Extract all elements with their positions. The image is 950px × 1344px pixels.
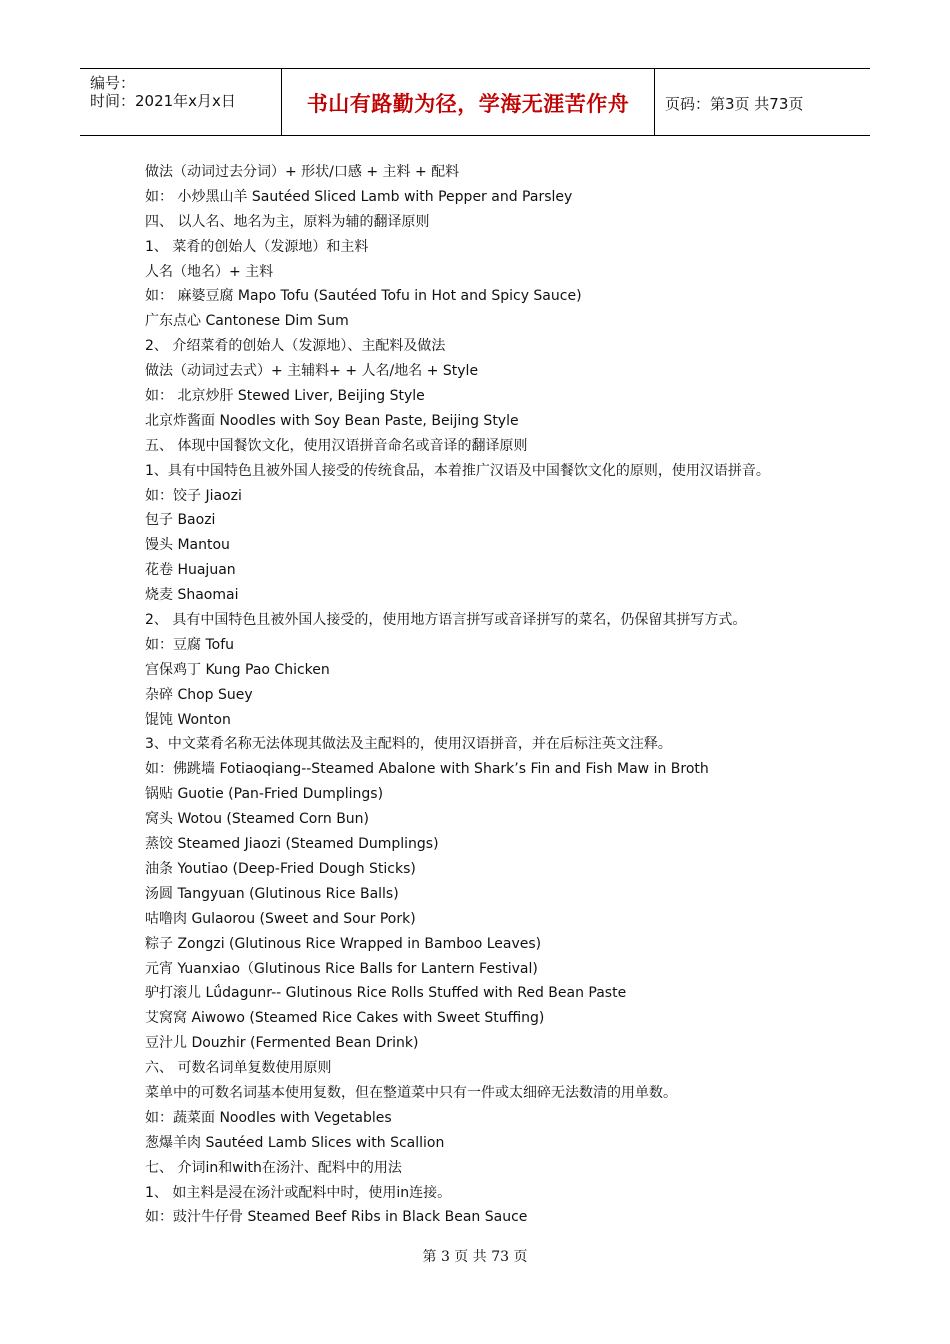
text-line: 如： 北京炒肝 Stewed Liver, Beijing Style	[145, 388, 425, 405]
text-line: 馒头 Mantou	[145, 537, 230, 554]
text-line: 粽子 Zongzi (Glutinous Rice Wrapped in Bamboo Leaves)	[145, 935, 542, 952]
text-line: 馄饨 Wonton	[145, 711, 231, 728]
text-line: 花卷 Huajuan	[145, 562, 236, 579]
page-footer: 第 3 页 共 73 页	[422, 1249, 528, 1265]
document-date-label: 时间：2021年x月x日	[90, 92, 236, 110]
text-line: 烧麦 Shaomai	[145, 587, 239, 604]
text-line: 做法（动词过去分词）+ 形状/口感 + 主料 + 配料	[145, 164, 460, 180]
text-line: 元宵 Yuanxiao（Glutinous Rice Balls for Lantern Festival)	[145, 960, 538, 977]
text-line: 3、中文菜肴名称无法体现其做法及主配料的，使用汉语拼音，并在后标注英文注释。	[145, 736, 672, 753]
text-line: 七、 介词in和with在汤汁、配料中的用法	[145, 1159, 402, 1176]
text-line: 艾窝窝 Aiwowo (Steamed Rice Cakes with Sweet Stuffing)	[145, 1010, 545, 1027]
text-line: 杂碎 Chop Suey	[145, 686, 253, 703]
text-line: 人名（地名）+ 主料	[145, 263, 274, 280]
document-number-label: 编号：	[90, 74, 136, 92]
text-line: 如： 小炒黑山羊 Sautéed Sliced Lamb with Pepper and Parsley	[145, 188, 573, 205]
text-line: 蒸饺 Steamed Jiaozi (Steamed Dumplings)	[145, 836, 439, 853]
text-line: 汤圆 Tangyuan (Glutinous Rice Balls)	[145, 885, 399, 902]
text-line: 葱爆羊肉 Sautéed Lamb Slices with Scallion	[145, 1134, 445, 1151]
header-page-number: 页码：第3页 共73页	[665, 95, 804, 113]
text-line: 豆汁儿 Douzhir (Fermented Bean Drink)	[145, 1035, 419, 1052]
text-line: 油条 Youtiao (Deep-Fried Dough Sticks)	[145, 860, 416, 877]
text-line: 1、 如主料是浸在汤汁或配料中时，使用in连接。	[145, 1184, 452, 1201]
text-line: 做法（动词过去式）+ 主辅料+ + 人名/地名 + Style	[145, 363, 479, 380]
text-line: 如：蔬菜面 Noodles with Vegetables	[145, 1109, 392, 1126]
text-line: 四、 以人名、地名为主，原料为辅的翻译原则	[145, 213, 430, 230]
header-motto: 书山有路勤为径，学海无涯苦作舟	[306, 92, 630, 116]
text-line: 广东点心 Cantonese Dim Sum	[145, 313, 349, 330]
header-info-cell	[80, 69, 282, 135]
text-line: 如： 麻婆豆腐 Mapo Tofu (Sautéed Tofu in Hot and Spicy Sauce)	[145, 288, 582, 305]
text-line: 咕噜肉 Gulaorou (Sweet and Sour Pork)	[145, 910, 416, 927]
text-line: 如：豆腐 Tofu	[145, 636, 234, 653]
document-body	[145, 160, 845, 1230]
text-line: 北京炸酱面 Noodles with Soy Bean Paste, Beijing Style	[145, 412, 519, 429]
text-line: 如：豉汁牛仔骨 Steamed Beef Ribs in Black Bean Sauce	[145, 1209, 528, 1226]
text-line: 1、 菜肴的创始人（发源地）和主料	[145, 238, 369, 255]
text-line: 六、 可数名词单复数使用原则	[145, 1060, 332, 1077]
text-line: 1、具有中国特色且被外国人接受的传统食品，本着推广汉语及中国餐饮文化的原则，使用汉语拼音。	[145, 462, 770, 479]
text-line: 2、 具有中国特色且被外国人接受的，使用地方语言拼写或音译拼写的菜名，仍保留其拼写方式。	[145, 612, 747, 629]
text-line: 包子 Baozi	[145, 512, 216, 529]
text-line: 如：佛跳墙 Fotiaoqiang--Steamed Abalone with Shark’s Fin and Fish Maw in Broth	[145, 761, 709, 778]
text-line: 窝头 Wotou (Steamed Corn Bun)	[145, 811, 370, 828]
text-line: 2、 介绍菜肴的创始人（发源地）、主配料及做法	[145, 338, 446, 355]
text-line: 锅贴 Guotie (Pan-Fried Dumplings)	[145, 786, 384, 803]
text-line: 如：饺子 Jiaozi	[145, 487, 242, 504]
header-motto-cell	[282, 69, 655, 135]
header-page-cell	[655, 69, 870, 135]
text-line: 菜单中的可数名词基本使用复数，但在整道菜中只有一件或太细碎无法数清的用单数。	[145, 1084, 677, 1101]
text-line: 宫保鸡丁 Kung Pao Chicken	[145, 661, 330, 678]
text-line: 五、 体现中国餐饮文化，使用汉语拼音命名或音译的翻译原则	[145, 437, 528, 454]
page-header	[80, 68, 870, 136]
text-line: 驴打滚儿 Lǘdagunr-- Glutinous Rice Rolls Stuffed with Red Bean Paste	[145, 985, 627, 1002]
